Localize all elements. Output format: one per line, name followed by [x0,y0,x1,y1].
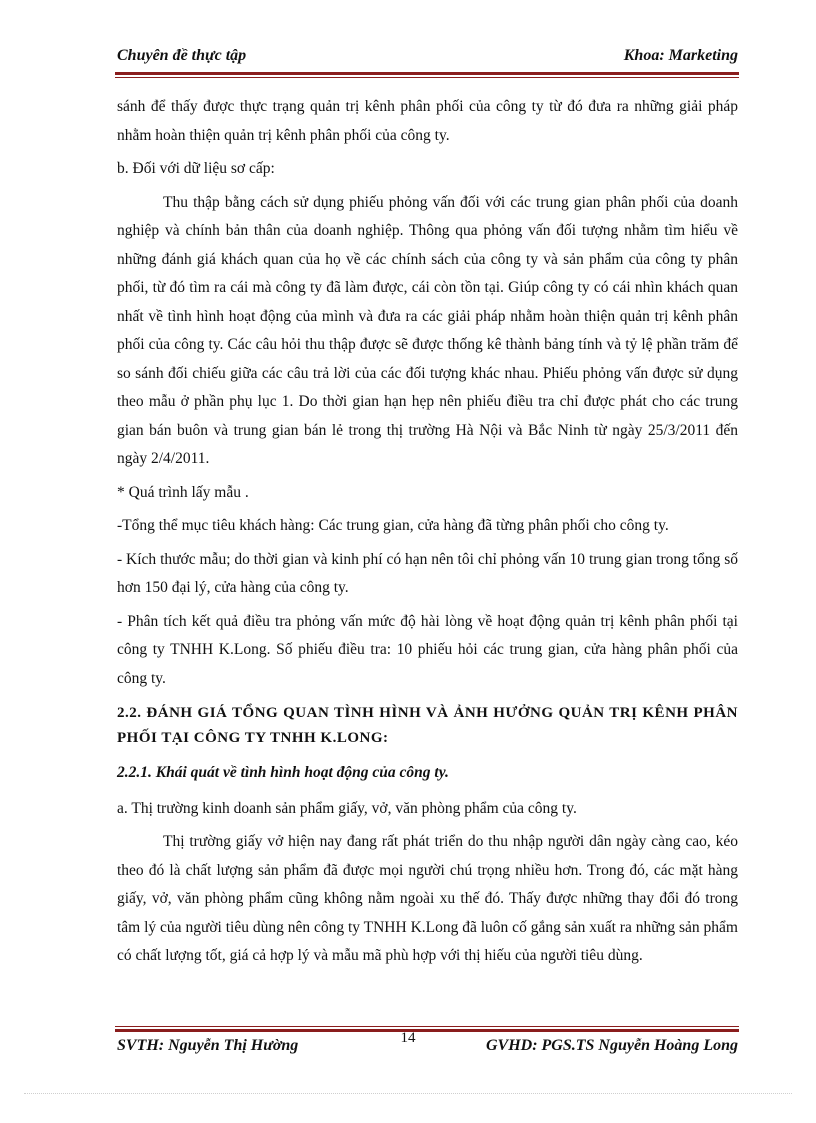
header-rule [115,72,739,78]
paragraph: a. Thị trường kinh doanh sản phẩm giấy, vở, văn phòng phẩm của công ty. [117,799,577,817]
footer-student: SVTH: Nguyễn Thị Hường [117,1037,299,1054]
section-heading: 2.2. ĐÁNH GIÁ TỔNG QUAN TÌNH HÌNH VÀ ẢNH HƯỞNG QUẢN TRỊ KÊNH PHÂN PHỐI TẠI CÔNG TY TNHH K.LONG: [117,705,738,746]
header-left-title: Chuyên đề thực tập [117,47,247,64]
paragraph: Thu thập bằng cách sử dụng phiếu phỏng vấn đối với các trung gian phân phối của doanh nghiệp và chính bản thân của doanh nghiệp. Thông qua phỏng vấn đối tượng nhằm tìm hiểu về những đánh giá khách quan của họ về các chính sách của công ty và sản phẩm của công ty phân phối, từ đó tìm ra cái mà công ty đã làm được, cái còn tồn tại. Giúp công ty có cái nhìn khách quan nhất về tình hình hoạt động của mình và đưa ra các giải pháp nhằm hoàn thiện quản trị kênh phân phối của công ty. Các câu hỏi thu thập được sẽ được thống kê thành bảng tính và tỷ lệ phần trăm để so sánh đối chiếu giữa các câu trả lời của các đối tượng khác nhau. Phiếu phỏng vấn được sử dụng theo mẫu ở phần phụ lục 1. Do thời gian hạn hẹp nên phiếu điều tra chỉ được phát cho các trung gian bán buôn và trung gian bán lẻ trong thị trường Hà Nội và Bắc Ninh từ ngày 25/3/2011 đến ngày 2/4/2011. [117,193,738,467]
header-right-title: Khoa: Marketing [623,47,738,64]
paragraph: -Tổng thể mục tiêu khách hàng: Các trung gian, cửa hàng đã từng phân phối cho công ty. [117,517,669,534]
paragraph: b. Đối với dữ liệu sơ cấp: [117,160,275,177]
paragraph: - Kích thước mẫu; do thời gian và kinh phí có hạn nên tôi chỉ phỏng vấn 10 trung gian trong tổng số hơn 150 đại lý, cửa hàng của công ty. [117,550,738,596]
document-body [117,93,738,976]
subsection-heading: 2.2.1. Khái quát về tình hình hoạt động của công ty. [117,764,449,781]
paragraph: Thị trường giấy vở hiện nay đang rất phát triển do thu nhập người dân ngày càng cao, kéo theo đó là chất lượng sản phẩm đã được mọi người chú trọng nhiều hơn. Trong đó, các mặt hàng giấy, vở, văn phòng phẩm cũng không nằm ngoài xu thế đó. Thấy được những thay đổi đó trong tâm lý của người tiêu dùng nên công ty TNHH K.Long đã luôn cố gắng sản xuất ra những sản phẩm có chất lượng tốt, giá cả hợp lý và mẫu mã phù hợp với thị hiếu của người tiêu dùng. [117,833,738,964]
page-footer [117,1037,738,1055]
page-number: 14 [400,1030,416,1046]
footer-advisor: GVHD: PGS.TS Nguyễn Hoàng Long [485,1037,738,1054]
page-edge-divider [24,1093,792,1094]
paragraph: sánh để thấy được thực trạng quản trị kênh phân phối của công ty từ đó đưa ra những giải pháp nhằm hoàn thiện quản trị kênh phân phối của công ty. [117,98,738,144]
paragraph: * Quá trình lấy mẫu . [117,483,249,501]
page-header [117,47,738,65]
paragraph: - Phân tích kết quả điều tra phỏng vấn mức độ hài lòng về hoạt động quản trị kênh phân phối tại công ty TNHH K.Long. Số phiếu điều tra: 10 phiếu hỏi các trung gian, cửa hàng phân phối của công ty. [117,612,738,687]
